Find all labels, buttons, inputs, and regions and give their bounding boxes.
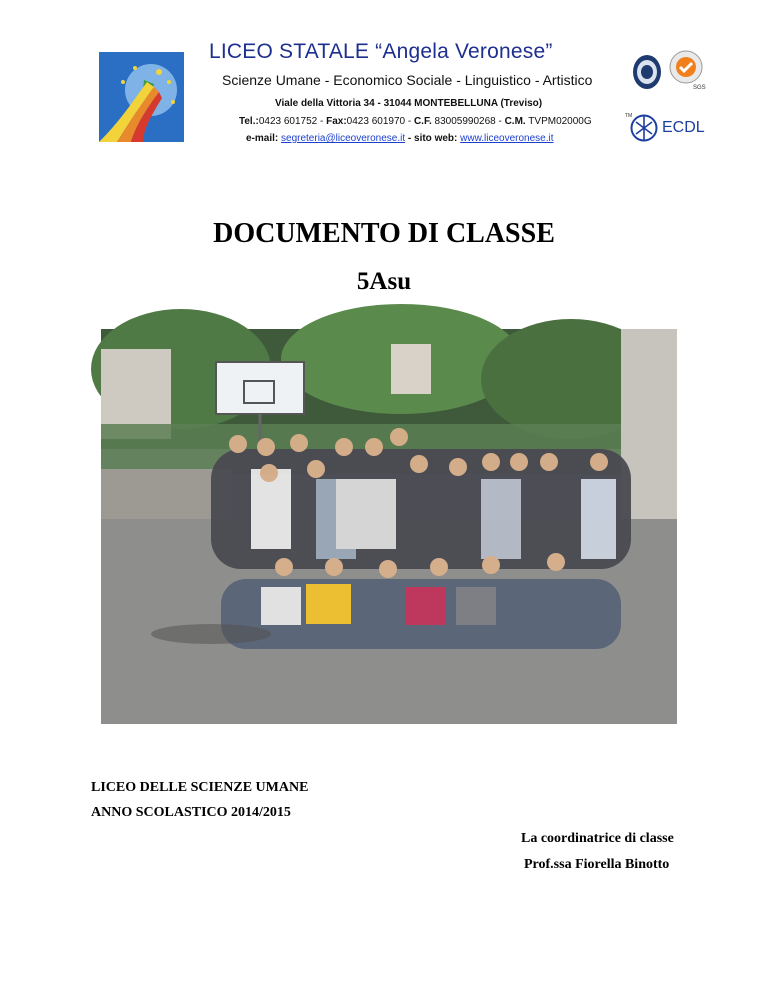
- class-photo: [101, 329, 677, 724]
- certification-seal-icon: [632, 52, 662, 90]
- ecdl-trademark: TM: [625, 113, 633, 119]
- email-link[interactable]: segreteria@liceoveronese.it: [281, 133, 406, 144]
- email-label: e-mail:: [246, 133, 282, 144]
- school-year: ANNO SCOLASTICO 2014/2015: [91, 805, 291, 820]
- school-name: LICEO STATALE “Angela Veronese”: [209, 40, 553, 63]
- cf-value: 83005990268 -: [431, 116, 505, 127]
- coordinator-label: La coordinatrice di classe: [521, 831, 674, 846]
- tel-value: 0423 601752 -: [258, 116, 327, 127]
- cm-value: TVPM02000G: [525, 116, 592, 127]
- ecdl-label: ECDL: [662, 119, 705, 136]
- school-type: LICEO DELLE SCIENZE UMANE: [91, 780, 309, 795]
- school-subtitle: Scienze Umane - Economico Sociale - Linguistico - Artistico: [222, 72, 593, 88]
- sgs-label: SGS: [693, 85, 706, 91]
- address-text: Viale della Vittoria 34 - 31044 MONTEBELLUNA (Treviso): [275, 98, 543, 109]
- web-separator: -: [405, 133, 415, 144]
- fax-label: Fax:: [326, 116, 347, 127]
- contact-line: [239, 116, 592, 127]
- sgs-certification-icon: [668, 50, 704, 90]
- fax-value: 0423 601970 -: [346, 116, 414, 127]
- document-title: DOCUMENTO DI CLASSE: [213, 218, 555, 249]
- cf-label: C.F.: [413, 116, 432, 127]
- ecdl-logo-icon: [630, 114, 658, 142]
- class-name: 5Asu: [356, 268, 412, 295]
- coordinator-name: Prof.ssa Fiorella Binotto: [524, 857, 670, 872]
- school-address: [275, 98, 542, 109]
- web-label: sito web:: [414, 133, 461, 144]
- web-line: [246, 133, 554, 144]
- cm-label: C.M.: [504, 116, 526, 127]
- website-link[interactable]: www.liceoveronese.it: [460, 133, 554, 144]
- tel-label: Tel.:: [239, 116, 259, 127]
- school-logo: [99, 52, 184, 142]
